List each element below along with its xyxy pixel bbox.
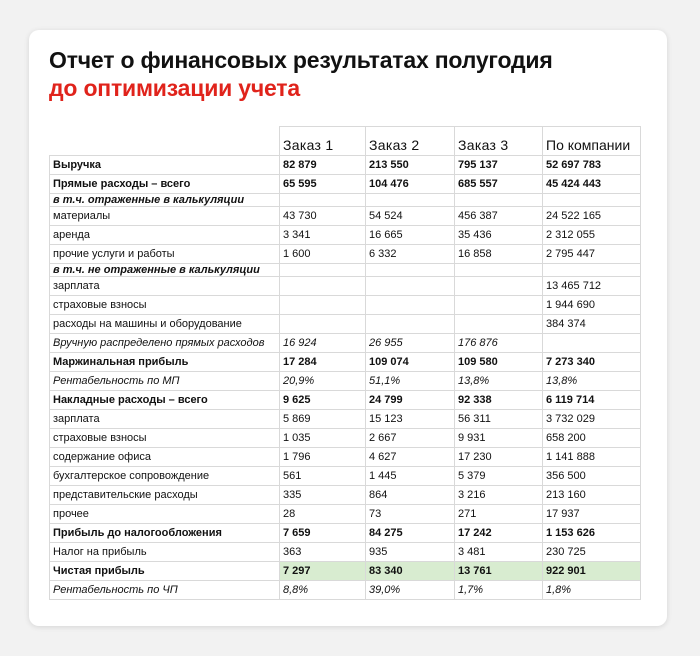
table-row — [50, 505, 641, 524]
table-cell: 104 476 — [366, 175, 455, 194]
table-cell: 2 795 447 — [543, 245, 641, 264]
table-cell — [455, 194, 543, 207]
table-row — [50, 581, 641, 600]
table-cell: 109 580 — [455, 353, 543, 372]
table-row — [50, 264, 641, 277]
table-cell: 82 879 — [280, 156, 366, 175]
table-cell — [455, 277, 543, 296]
row-label: Выручка — [50, 156, 280, 175]
table-cell: 6 332 — [366, 245, 455, 264]
row-label: прочие услуги и работы — [50, 245, 280, 264]
row-label: Вручную распределено прямых расходов — [50, 334, 280, 353]
table-cell: 15 123 — [366, 410, 455, 429]
column-header: Заказ 2 — [366, 127, 455, 156]
table-cell: 561 — [280, 467, 366, 486]
table-cell: 935 — [366, 543, 455, 562]
column-header: По компании — [543, 127, 641, 156]
table-cell: 8,8% — [280, 581, 366, 600]
table-cell: 922 901 — [543, 562, 641, 581]
header-corner — [50, 127, 280, 156]
table-row — [50, 543, 641, 562]
table-cell: 83 340 — [366, 562, 455, 581]
table-cell: 3 341 — [280, 226, 366, 245]
table-cell: 24 522 165 — [543, 207, 641, 226]
table-cell: 13 761 — [455, 562, 543, 581]
table-cell — [280, 194, 366, 207]
report-subtitle: до оптимизации учета — [49, 75, 300, 101]
table-cell: 685 557 — [455, 175, 543, 194]
table-cell: 4 627 — [366, 448, 455, 467]
table-cell: 176 876 — [455, 334, 543, 353]
table-row — [50, 277, 641, 296]
row-label: прочее — [50, 505, 280, 524]
row-label: в т.ч. отраженные в калькуляции — [50, 194, 280, 207]
table-cell: 271 — [455, 505, 543, 524]
table-cell: 9 931 — [455, 429, 543, 448]
table-cell: 16 924 — [280, 334, 366, 353]
table-cell: 17 242 — [455, 524, 543, 543]
table-cell: 363 — [280, 543, 366, 562]
row-label: Маржинальная прибыль — [50, 353, 280, 372]
row-label: страховые взносы — [50, 429, 280, 448]
row-label: бухгалтерское сопровождение — [50, 467, 280, 486]
table-cell — [280, 277, 366, 296]
table-cell — [455, 264, 543, 277]
table-cell — [366, 296, 455, 315]
table-cell: 1 445 — [366, 467, 455, 486]
table-cell: 1 035 — [280, 429, 366, 448]
table-cell: 213 550 — [366, 156, 455, 175]
table-cell: 795 137 — [455, 156, 543, 175]
row-label: зарплата — [50, 277, 280, 296]
row-label: зарплата — [50, 410, 280, 429]
table-cell: 5 869 — [280, 410, 366, 429]
table-cell: 456 387 — [455, 207, 543, 226]
table-cell: 7 297 — [280, 562, 366, 581]
table-cell: 1 796 — [280, 448, 366, 467]
table-cell: 658 200 — [543, 429, 641, 448]
row-label: Прибыль до налогообложения — [50, 524, 280, 543]
table-cell: 2 312 055 — [543, 226, 641, 245]
table-cell: 1 600 — [280, 245, 366, 264]
table-row — [50, 315, 641, 334]
table-cell: 1,8% — [543, 581, 641, 600]
table-row — [50, 372, 641, 391]
table-row — [50, 296, 641, 315]
table-cell: 109 074 — [366, 353, 455, 372]
table-row — [50, 410, 641, 429]
report-card — [29, 30, 667, 626]
table-cell — [366, 264, 455, 277]
table-cell: 28 — [280, 505, 366, 524]
table-cell: 17 937 — [543, 505, 641, 524]
table-cell: 3 481 — [455, 543, 543, 562]
table-row — [50, 562, 641, 581]
table-cell: 13,8% — [543, 372, 641, 391]
financial-results-table — [49, 126, 641, 600]
table-cell: 92 338 — [455, 391, 543, 410]
table-cell: 7 273 340 — [543, 353, 641, 372]
row-label: страховые взносы — [50, 296, 280, 315]
table-row — [50, 156, 641, 175]
table-cell: 13 465 712 — [543, 277, 641, 296]
row-label: Налог на прибыль — [50, 543, 280, 562]
table-cell: 45 424 443 — [543, 175, 641, 194]
column-header: Заказ 1 — [280, 127, 366, 156]
header-row — [50, 127, 641, 156]
table-cell: 52 697 783 — [543, 156, 641, 175]
table-cell — [455, 296, 543, 315]
table-cell: 84 275 — [366, 524, 455, 543]
table-cell: 3 216 — [455, 486, 543, 505]
table-cell — [543, 264, 641, 277]
table-cell: 1,7% — [455, 581, 543, 600]
row-label: Накладные расходы – всего — [50, 391, 280, 410]
table-cell: 20,9% — [280, 372, 366, 391]
table-cell: 1 141 888 — [543, 448, 641, 467]
table-row — [50, 391, 641, 410]
table-cell — [366, 277, 455, 296]
table-row — [50, 524, 641, 543]
table-cell: 1 153 626 — [543, 524, 641, 543]
table-row — [50, 467, 641, 486]
column-header: Заказ 3 — [455, 127, 543, 156]
table-cell: 16 858 — [455, 245, 543, 264]
table-cell: 9 625 — [280, 391, 366, 410]
table-cell: 2 667 — [366, 429, 455, 448]
table-cell: 230 725 — [543, 543, 641, 562]
table-cell: 24 799 — [366, 391, 455, 410]
table-cell — [455, 315, 543, 334]
row-label: содержание офиса — [50, 448, 280, 467]
row-label: в т.ч. не отраженные в калькуляции — [50, 264, 280, 277]
table-cell — [366, 194, 455, 207]
table-cell: 54 524 — [366, 207, 455, 226]
table-cell: 6 119 714 — [543, 391, 641, 410]
table-cell: 35 436 — [455, 226, 543, 245]
table-cell: 384 374 — [543, 315, 641, 334]
table-cell: 356 500 — [543, 467, 641, 486]
table-cell: 51,1% — [366, 372, 455, 391]
table-cell: 5 379 — [455, 467, 543, 486]
table-cell: 17 284 — [280, 353, 366, 372]
table-cell: 65 595 — [280, 175, 366, 194]
row-label: Рентабельность по ЧП — [50, 581, 280, 600]
table-row — [50, 226, 641, 245]
row-label: аренда — [50, 226, 280, 245]
table-cell: 335 — [280, 486, 366, 505]
table-row — [50, 448, 641, 467]
table-cell: 1 944 690 — [543, 296, 641, 315]
table-cell: 13,8% — [455, 372, 543, 391]
table-row — [50, 245, 641, 264]
table-cell — [280, 264, 366, 277]
report-title: Отчет о финансовых результатах полугодия — [49, 47, 553, 73]
table-cell: 39,0% — [366, 581, 455, 600]
table-cell: 17 230 — [455, 448, 543, 467]
row-label: Прямые расходы – всего — [50, 175, 280, 194]
table-row — [50, 486, 641, 505]
table-row — [50, 353, 641, 372]
row-label: Рентабельность по МП — [50, 372, 280, 391]
table-cell: 26 955 — [366, 334, 455, 353]
table-cell — [280, 296, 366, 315]
row-label: материалы — [50, 207, 280, 226]
row-label: Чистая прибыль — [50, 562, 280, 581]
table-cell — [366, 315, 455, 334]
table-row — [50, 429, 641, 448]
row-label: расходы на машины и оборудование — [50, 315, 280, 334]
table-row — [50, 175, 641, 194]
row-label: представительские расходы — [50, 486, 280, 505]
table-cell — [543, 334, 641, 353]
table-cell: 213 160 — [543, 486, 641, 505]
table-cell: 73 — [366, 505, 455, 524]
table-cell: 7 659 — [280, 524, 366, 543]
table-cell: 3 732 029 — [543, 410, 641, 429]
table-cell: 56 311 — [455, 410, 543, 429]
table-cell: 864 — [366, 486, 455, 505]
table-row — [50, 334, 641, 353]
table-cell — [543, 194, 641, 207]
table-cell — [280, 315, 366, 334]
table-cell: 16 665 — [366, 226, 455, 245]
table-row — [50, 207, 641, 226]
table-row — [50, 194, 641, 207]
table-cell: 43 730 — [280, 207, 366, 226]
